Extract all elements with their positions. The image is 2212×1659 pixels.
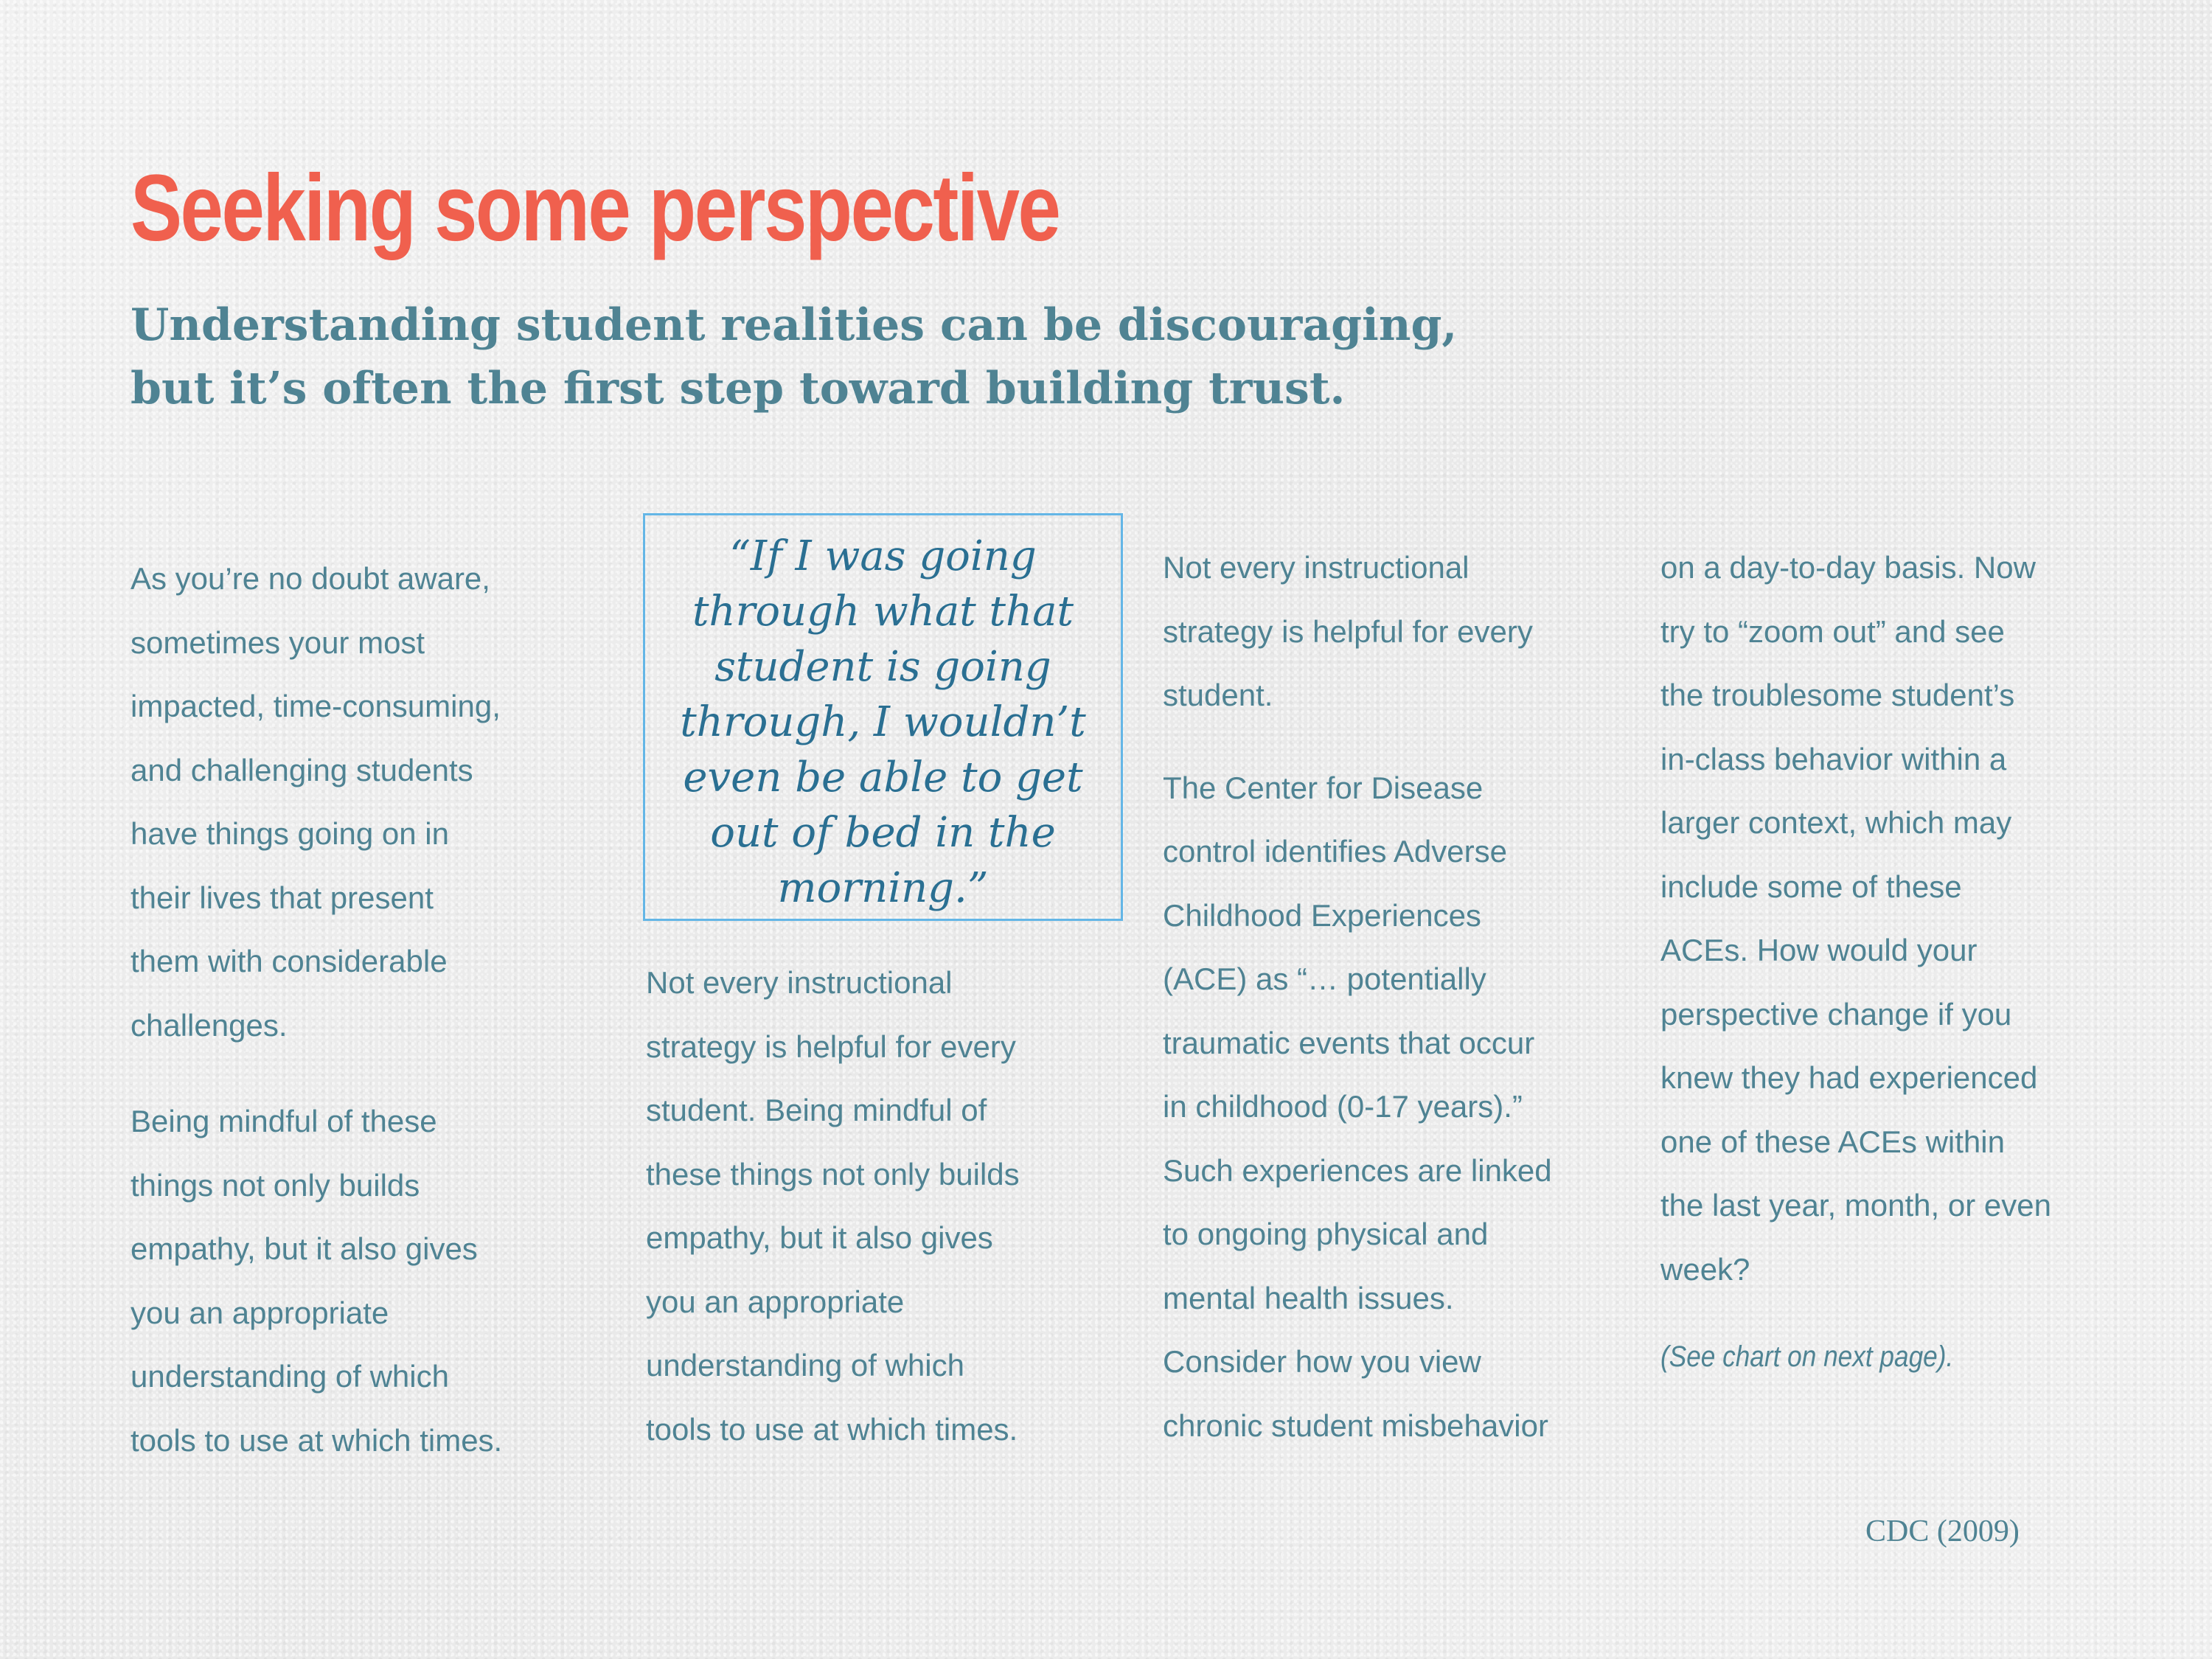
text-line: Not every instructional [646, 965, 953, 1000]
text-line: Such experiences are linked [1163, 1152, 1552, 1188]
column-3-paragraph-1 [1163, 536, 1635, 728]
text-line: empathy, but it also gives [646, 1220, 993, 1255]
text-line: include some of these [1660, 869, 1962, 904]
text-line: these things not only builds [646, 1156, 1020, 1192]
text-line: challenges. [131, 1007, 288, 1043]
text-line: in childhood (0-17 years).” [1163, 1089, 1523, 1124]
text-line: ACEs. How would your [1660, 933, 1978, 967]
text-line: one of these ACEs within [1660, 1124, 2005, 1159]
text-line: Childhood Experiences [1163, 897, 1481, 933]
quote-line: even be able to get [683, 754, 1083, 801]
subtitle-line-1: Understanding student realities can be discouraging, [131, 299, 1458, 351]
column-3 [1163, 536, 1635, 1458]
text-line: (ACE) as “… potentially [1163, 961, 1486, 996]
pull-quote [645, 529, 1121, 916]
text-line: student. Being mindful of [646, 1093, 987, 1127]
quote-line: student is going [714, 643, 1051, 691]
text-line: the last year, month, or even [1660, 1188, 2051, 1222]
subtitle-line-2: but it’s often the first step toward building trust. [131, 363, 1346, 414]
text-line: have things going on in [131, 816, 449, 851]
text-line: The Center for Disease [1163, 770, 1484, 805]
text-line: perspective change if you [1660, 996, 2012, 1032]
page-title: Seeking some perspective [131, 156, 1060, 261]
text-line: empathy, but it also gives [131, 1231, 478, 1266]
text-line: in-class behavior within a [1660, 741, 2007, 776]
column-2 [646, 951, 1118, 1461]
text-line: sometimes your most [131, 625, 425, 660]
text-line: the troublesome student’s [1660, 678, 2015, 712]
text-line: strategy is helpful for every [1163, 613, 1533, 649]
quote-line: “If I was going [729, 532, 1037, 580]
text-line: traumatic events that occur [1163, 1025, 1535, 1060]
text-line: understanding of which [131, 1359, 449, 1394]
text-line: things not only builds [131, 1167, 420, 1203]
text-line: them with considerable [131, 944, 448, 978]
text-line: Consider how you view [1163, 1344, 1481, 1379]
text-line: impacted, time-consuming, [131, 689, 501, 723]
quote-line: through, I wouldn’t [680, 698, 1086, 746]
text-line: mental health issues. [1163, 1280, 1454, 1315]
text-line: knew they had experienced [1660, 1060, 2038, 1095]
text-line: Not every instructional [1163, 550, 1470, 585]
column-4 [1660, 536, 2132, 1301]
page-subtitle [131, 293, 1531, 420]
source-citation: CDC (2009) [1865, 1514, 2020, 1548]
text-line: control identifies Adverse [1163, 834, 1507, 869]
column-2-paragraph [646, 951, 1118, 1461]
text-line: As you’re no doubt aware, [131, 561, 490, 596]
pull-quote-box [643, 513, 1123, 921]
text-line: tools to use at which times. [131, 1422, 503, 1458]
column-1 [131, 547, 602, 1472]
text-line: their lives that present [131, 880, 434, 915]
text-line: Being mindful of these [131, 1104, 437, 1138]
text-line: strategy is helpful for every [646, 1029, 1016, 1064]
chart-reference-note: (See chart on next page). [1660, 1340, 1954, 1373]
column-1-paragraph-2 [131, 1090, 602, 1472]
column-4-paragraph [1660, 536, 2132, 1301]
text-line: to ongoing physical and [1163, 1217, 1489, 1251]
text-line: try to “zoom out” and see [1660, 613, 2005, 649]
text-line: and challenging students [131, 752, 473, 787]
quote-line: through what that [692, 588, 1074, 636]
column-1-paragraph-1 [131, 547, 602, 1057]
text-line: larger context, which may [1660, 805, 2012, 840]
text-line: tools to use at which times. [646, 1411, 1018, 1447]
text-line: understanding of which [646, 1348, 964, 1382]
text-line: you an appropriate [646, 1284, 905, 1319]
quote-line: out of bed in the [710, 809, 1056, 857]
text-line: chronic student misbehavior [1163, 1408, 1548, 1443]
quote-line: morning.” [777, 864, 989, 912]
text-line: student. [1163, 678, 1273, 712]
column-3-paragraph-2 [1163, 757, 1635, 1458]
text-line: on a day-to-day basis. Now [1660, 550, 2036, 585]
text-line: week? [1660, 1251, 1750, 1287]
text-line: you an appropriate [131, 1295, 389, 1330]
